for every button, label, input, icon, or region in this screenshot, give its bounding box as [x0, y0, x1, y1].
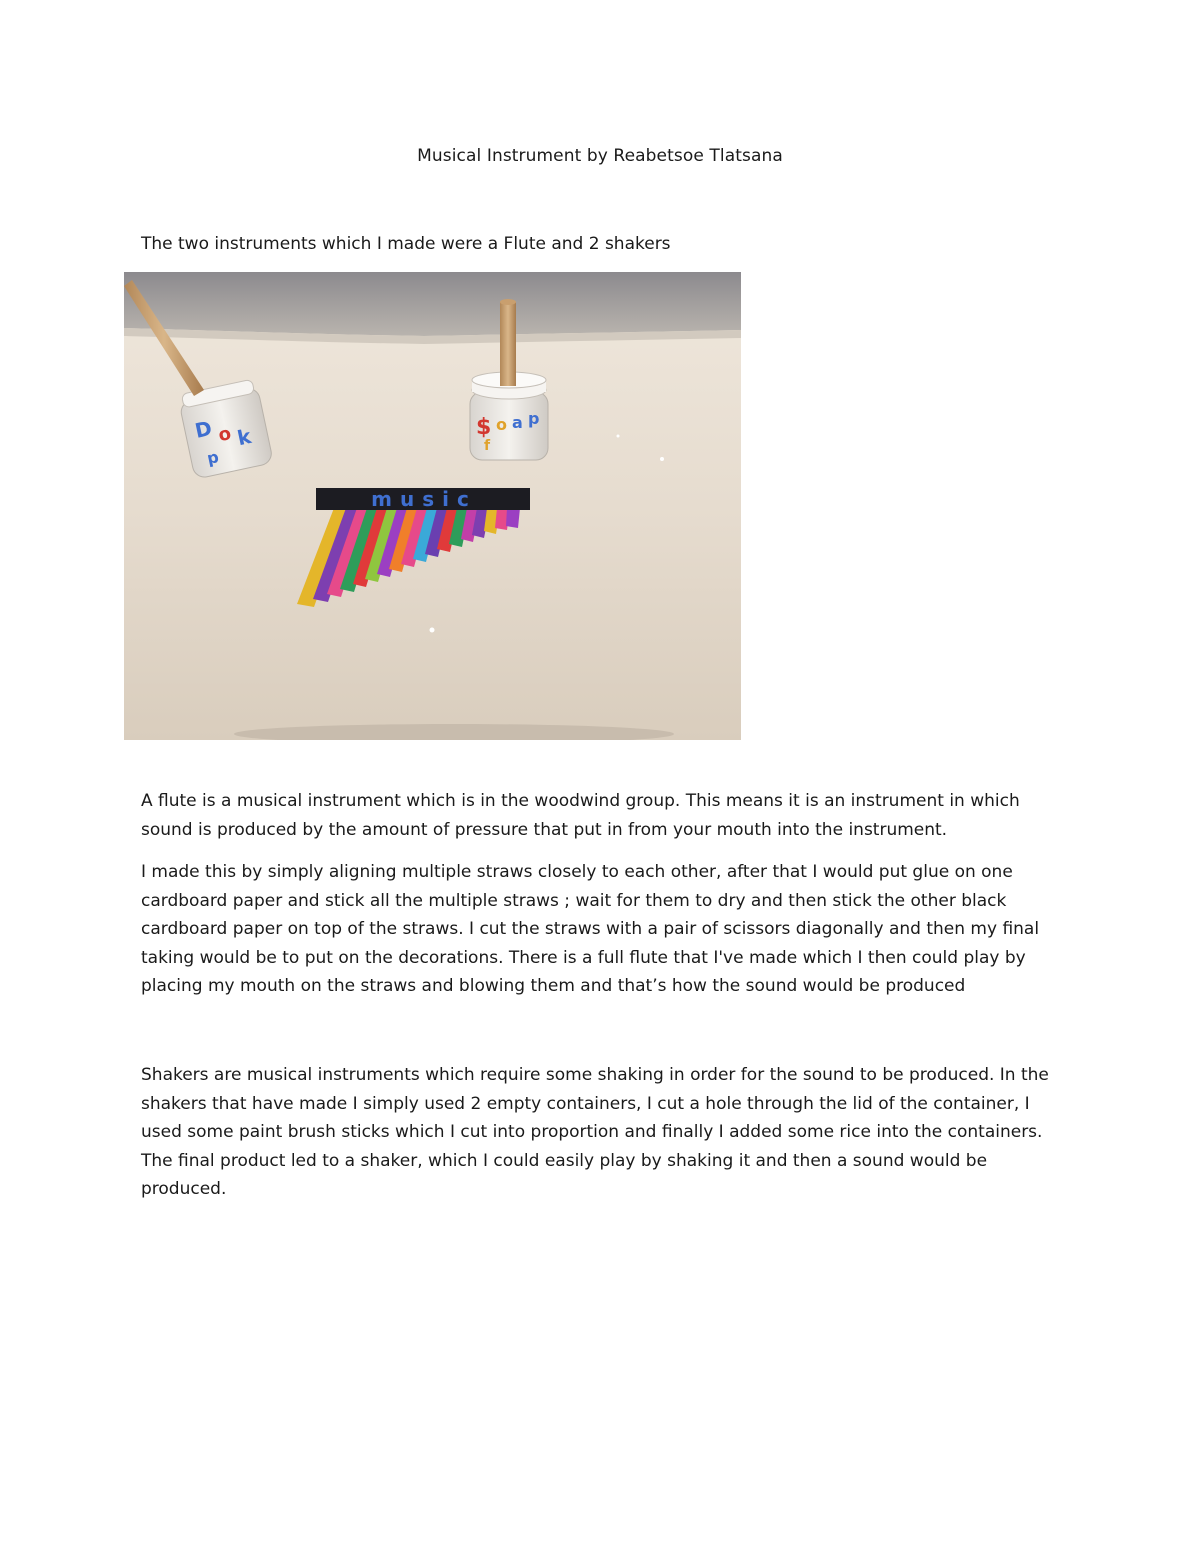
flute-description-paragraph: A flute is a musical instrument which is in the woodwind group. This means it is an instrument in which sound is produced by the amount of pressure that put in from your mouth into the instrument. — [141, 791, 1020, 840]
svg-text:f: f — [484, 438, 491, 454]
document-title: Musical Instrument by Reabetsoe Tlatsana — [417, 146, 783, 166]
svg-text:o: o — [216, 423, 234, 447]
intro-sentence: The two instruments which I made were a Flute and 2 shakers — [141, 234, 671, 254]
svg-text:D: D — [192, 415, 215, 443]
flute-label: music — [371, 487, 477, 511]
shakers-paragraph: Shakers are musical instruments which require some shaking in order for the sound to be produced. In the shakers that have made I simply used 2 empty containers, I cut a hole through the lid of the container, I used some paint brush sticks which I cut into proportion and finally I added some rice into the containers. The final product led to a shaker, which I could easily play by shaking it and then a sound would be produced. — [141, 1065, 1049, 1199]
svg-text:o: o — [496, 415, 507, 434]
svg-text:a: a — [512, 413, 523, 432]
svg-text:k: k — [235, 424, 254, 451]
flute-making-paragraph: I made this by simply aligning multiple straws closely to each other, after that I would put glue on one cardboard paper and stick all the multiple straws ; wait for them to dry and then stick the other black cardboard paper on top of the straws. I cut the straws with a pair of scissors diagonally and then my final taking would be to put on the decorations. There is a full flute that I've made which I then could play by placing my mouth on the straws and blowing them and that’s how the sound would be produced — [141, 862, 1040, 996]
svg-text:$: $ — [476, 415, 492, 440]
instruments-photo — [124, 272, 741, 740]
svg-text:p: p — [205, 447, 221, 469]
svg-text:p: p — [528, 409, 540, 428]
